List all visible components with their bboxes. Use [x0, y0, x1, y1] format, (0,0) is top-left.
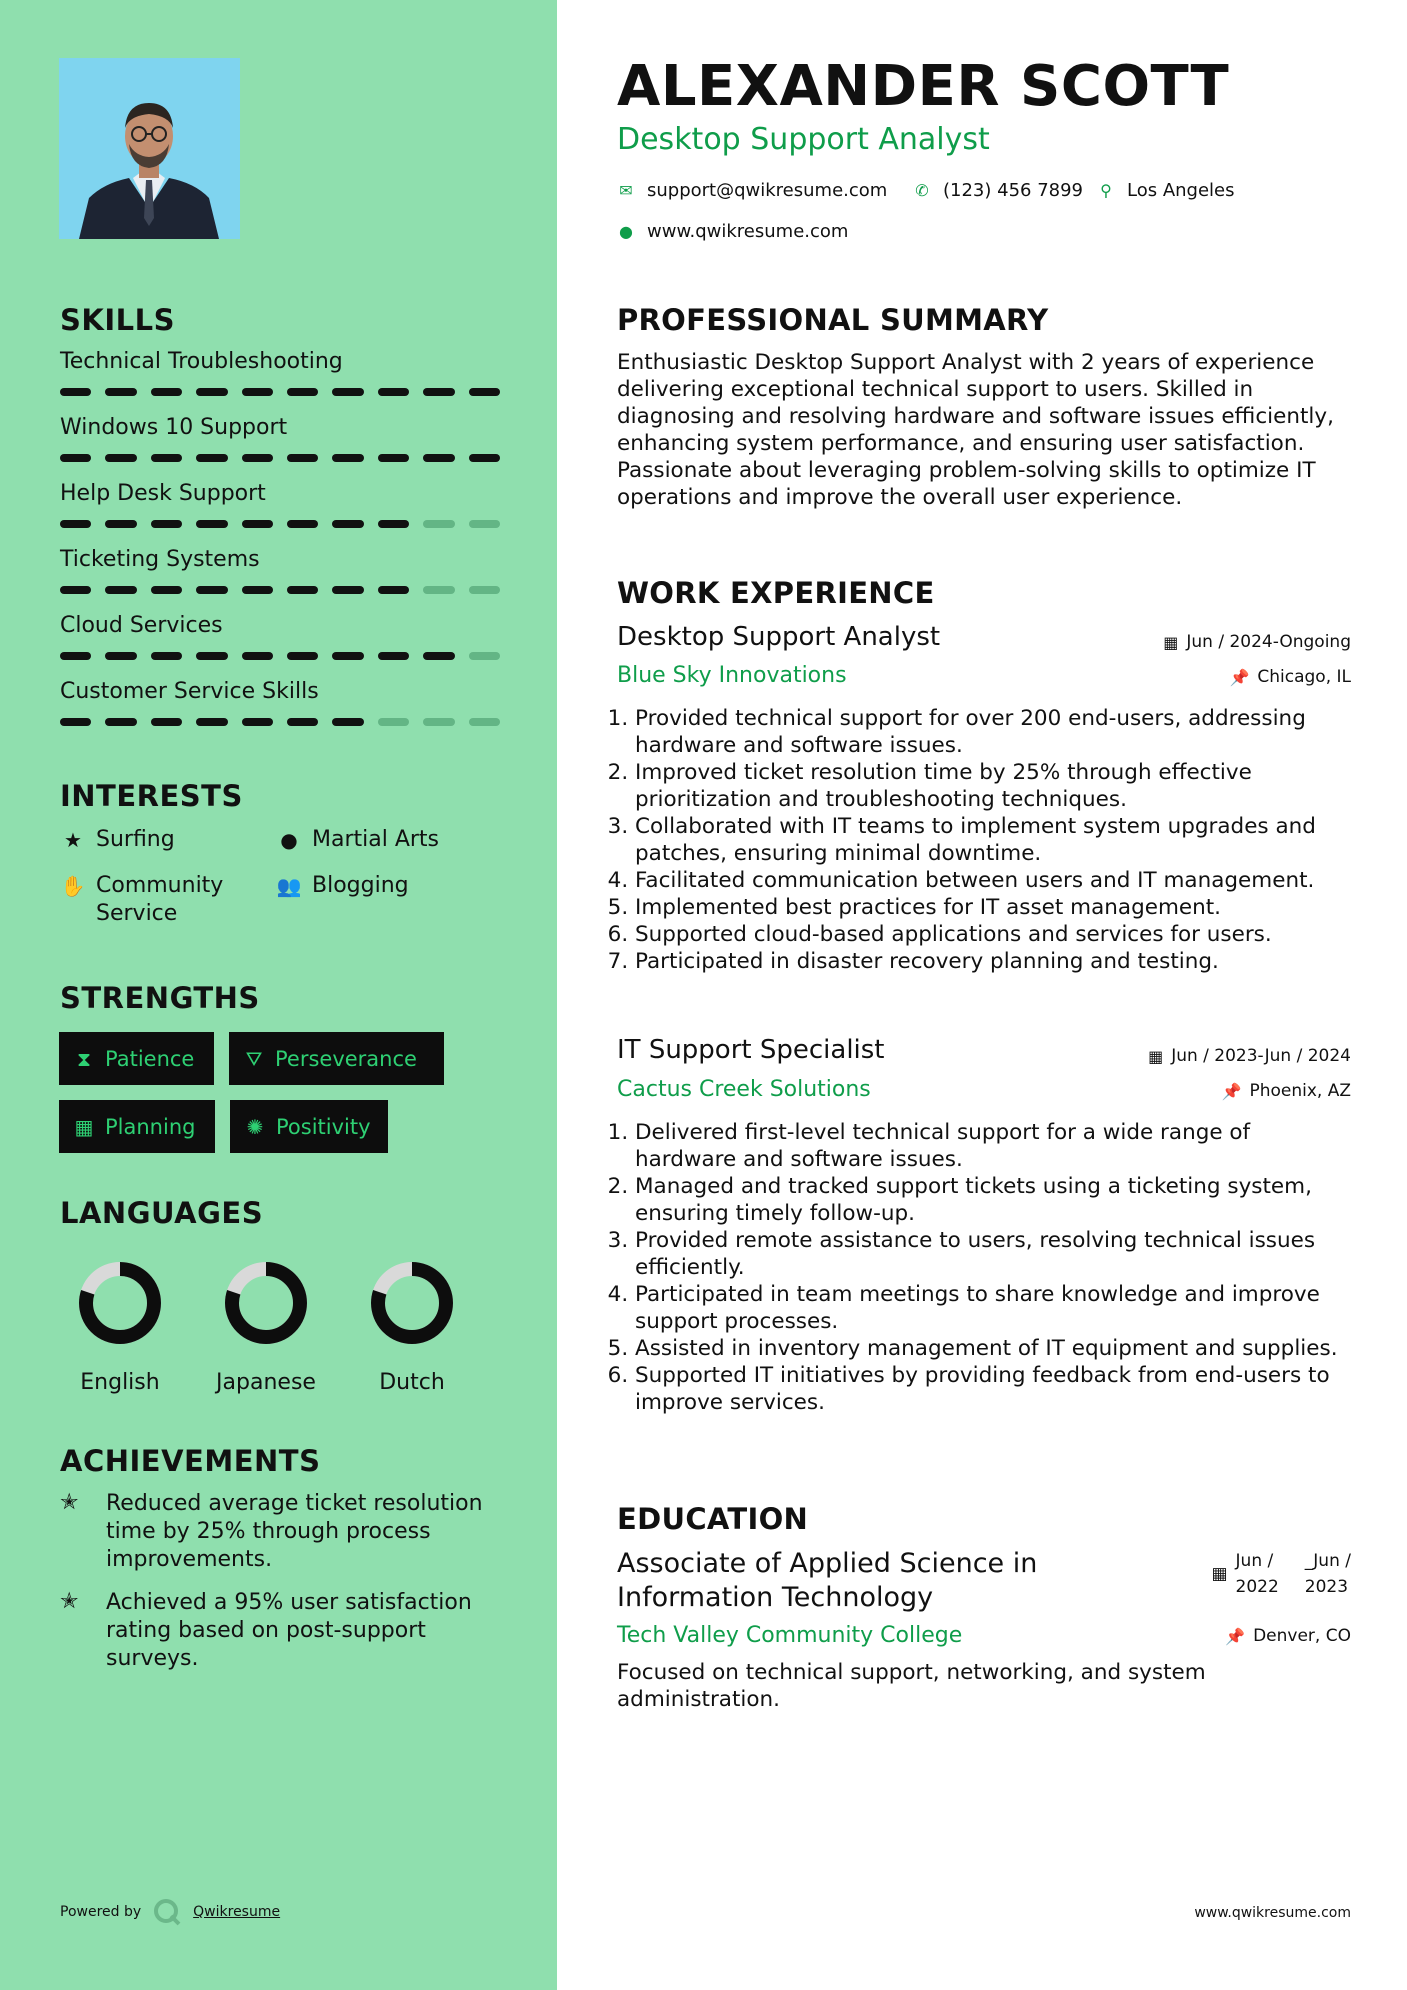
skill-segment: [287, 520, 318, 528]
globe-icon: ●: [280, 828, 298, 852]
education-heading: EDUCATION: [617, 1502, 809, 1536]
experience-heading: WORK EXPERIENCE: [617, 576, 935, 610]
education-end: [1305, 1548, 1351, 1600]
skill-segment: [423, 586, 454, 594]
skill-level-bar: [60, 718, 500, 726]
envelope-icon: ✉: [619, 181, 633, 200]
skill-segment: [151, 454, 182, 462]
skill-item: [60, 481, 500, 528]
job-duties: [617, 705, 1351, 975]
skill-segment: [332, 586, 363, 594]
sun-icon: ✺: [246, 1114, 264, 1139]
education-location-text: Denver, CO: [1253, 1626, 1351, 1646]
skill-segment: [60, 652, 91, 660]
education-end-year: 2023: [1304, 1577, 1349, 1597]
job-dates: [1148, 1046, 1351, 1066]
education-start: [1236, 1548, 1279, 1600]
skill-segment: [196, 520, 227, 528]
skill-name: Windows 10 Support: [60, 415, 288, 440]
main-content: [617, 0, 1351, 1990]
hourglass-icon: ⧗: [76, 1046, 92, 1071]
skill-name: Cloud Services: [60, 613, 223, 638]
calendar-icon: ▦: [74, 1114, 94, 1139]
skill-name: Customer Service Skills: [60, 679, 319, 704]
skill-item: [60, 349, 500, 396]
languages-heading: LANGUAGES: [60, 1196, 264, 1230]
skill-segment: [242, 652, 273, 660]
strength-label: Patience: [105, 1046, 195, 1071]
shooting-star-icon: ✭: [60, 1589, 79, 1614]
job-location: [1222, 1081, 1351, 1101]
skill-segment: [105, 652, 136, 660]
job-dates-text: Jun / 2024-Ongoing: [1186, 632, 1351, 652]
skill-segment: [287, 718, 318, 726]
skill-segment: [196, 454, 227, 462]
skill-segment: [196, 652, 227, 660]
strength-badge: [59, 1100, 215, 1153]
skill-segment: [423, 520, 454, 528]
skill-segment: [332, 718, 363, 726]
globe-icon: ●: [619, 222, 633, 241]
powered-by: [60, 1898, 280, 1926]
skill-segment: [378, 586, 409, 594]
job-location-text: Phoenix, AZ: [1249, 1081, 1351, 1101]
duty-item: 6. Supported cloud-based applications and services for users.: [635, 921, 1351, 948]
job-company: Blue Sky Innovations: [617, 663, 847, 688]
shooting-star-icon: ✭: [60, 1490, 79, 1515]
candidate-name: ALEXANDER SCOTT: [617, 54, 1230, 119]
phone-text: (123) 456 7899: [943, 180, 1084, 201]
achievements-heading: ACHIEVEMENTS: [60, 1444, 321, 1478]
skill-segment: [423, 718, 454, 726]
skill-segment: [287, 652, 318, 660]
skill-segment: [332, 652, 363, 660]
email-text[interactable]: support@qwikresume.com: [647, 180, 888, 201]
education-start-month: Jun /: [1235, 1551, 1274, 1571]
skill-segment: [469, 586, 500, 594]
skill-segment: [60, 586, 91, 594]
skills-heading: SKILLS: [60, 303, 175, 337]
skill-name: Technical Troubleshooting: [60, 349, 343, 374]
skill-segment: [423, 652, 454, 660]
skill-segment: [469, 454, 500, 462]
users-icon: 👥: [276, 874, 302, 898]
strengths-heading: STRENGTHS: [60, 981, 260, 1015]
skill-segment: [242, 388, 273, 396]
duty-item: 1. Provided technical support for over 200 end-users, addressing hardware and software issues.: [635, 705, 1351, 759]
skill-segment: [378, 454, 409, 462]
strength-badge: [59, 1032, 214, 1085]
skill-item: [60, 415, 500, 462]
skill-segment: [151, 388, 182, 396]
strength-label: Planning: [105, 1114, 196, 1139]
skill-segment: [469, 520, 500, 528]
skill-segment: [196, 718, 227, 726]
education-location: [1225, 1626, 1351, 1646]
job-duties: [617, 1119, 1351, 1416]
hand-icon: ✋: [60, 874, 86, 898]
skill-segment: [196, 586, 227, 594]
skill-segment: [196, 388, 227, 396]
job-title: IT Support Specialist: [617, 1035, 885, 1065]
skill-segment: [105, 718, 136, 726]
candidate-role: Desktop Support Analyst: [617, 122, 990, 157]
skill-segment: [423, 388, 454, 396]
job-dates-text: Jun / 2023-Jun / 2024: [1171, 1046, 1351, 1066]
achievement-item: [60, 1589, 500, 1673]
job-location-text: Chicago, IL: [1257, 667, 1351, 687]
skill-item: [60, 679, 500, 726]
pin-icon: 📌: [1229, 667, 1250, 687]
calendar-icon: ▦: [1163, 632, 1179, 652]
pin-icon: 📌: [1221, 1081, 1242, 1101]
job-dates: [1163, 632, 1351, 652]
skill-segment: [151, 718, 182, 726]
degree-title: Associate of Applied Science in Information Technology: [617, 1548, 1038, 1613]
interest-item: [276, 826, 439, 854]
language-item: [60, 1258, 180, 1395]
skill-segment: [60, 388, 91, 396]
interest-label: Blogging: [312, 873, 409, 898]
language-item: [206, 1258, 326, 1395]
strength-badge: [229, 1032, 444, 1085]
interest-label: Surfing: [96, 827, 175, 852]
achievement-item: [60, 1490, 500, 1574]
education-description: Focused on technical support, networking, and system administration.: [617, 1660, 1206, 1712]
contact-email: [617, 180, 887, 201]
skill-segment: [105, 454, 136, 462]
summary-text: Enthusiastic Desktop Support Analyst with 2 years of experience delivering exceptional technical support to users. Skilled in diagnosing and resolving hardware and software issues efficiently, enhancing system performance, and ensuring user satisfaction. Passionate about leveraging problem-solving skills to optimize IT operations and improve the overall user experience.: [617, 350, 1334, 510]
powered-by-label: Powered by: [60, 1904, 142, 1920]
map-pin-icon: ⚲: [1100, 181, 1112, 200]
skill-segment: [378, 652, 409, 660]
skill-segment: [378, 718, 409, 726]
interest-item: [276, 872, 409, 900]
achievement-text: Reduced average ticket resolution time by 25% through process improvements.: [106, 1491, 483, 1572]
contact-location: [1097, 180, 1235, 201]
skill-segment: [105, 586, 136, 594]
language-name: Dutch: [379, 1370, 445, 1395]
duty-item: 4. Participated in team meetings to share knowledge and improve support processes.: [635, 1281, 1351, 1335]
qwikresume-logo-icon: [153, 1898, 181, 1926]
skill-segment: [287, 454, 318, 462]
contact-website: [617, 221, 848, 242]
website-text[interactable]: www.qwikresume.com: [647, 221, 849, 242]
skill-segment: [105, 520, 136, 528]
skill-segment: [469, 718, 500, 726]
skill-segment: [151, 520, 182, 528]
calendar-icon: ▦: [1148, 1046, 1164, 1066]
skill-segment: [151, 586, 182, 594]
skill-segment: [60, 520, 91, 528]
skill-item: [60, 547, 500, 594]
skill-segment: [332, 520, 363, 528]
skill-segment: [332, 454, 363, 462]
language-name: Japanese: [216, 1370, 316, 1395]
skill-segment: [287, 586, 318, 594]
duty-item: 2. Managed and tracked support tickets using a ticketing system, ensuring timely follow-up.: [635, 1173, 1351, 1227]
duty-item: 4. Facilitated communication between users and IT management.: [635, 867, 1351, 894]
skill-name: Help Desk Support: [60, 481, 266, 506]
interest-item: [60, 826, 175, 854]
duty-item: 5. Assisted in inventory management of IT equipment and supplies.: [635, 1335, 1351, 1362]
achievement-text: Achieved a 95% user satisfaction rating based on post-support surveys.: [106, 1590, 472, 1671]
sidebar: [0, 0, 557, 1990]
qwikresume-link[interactable]: Qwikresume: [193, 1904, 281, 1920]
skill-level-bar: [60, 388, 500, 396]
skill-segment: [242, 454, 273, 462]
skill-segment: [151, 652, 182, 660]
skill-segment: [60, 454, 91, 462]
job-location: [1229, 667, 1351, 687]
language-item: [352, 1258, 472, 1395]
pin-icon: 📌: [1225, 1626, 1246, 1646]
education-dates: [1211, 1548, 1351, 1600]
skill-segment: [378, 520, 409, 528]
location-text: Los Angeles: [1127, 180, 1235, 201]
profile-photo: [59, 58, 240, 239]
strength-label: Perseverance: [275, 1046, 417, 1071]
language-name: English: [80, 1370, 160, 1395]
duty-item: 5. Implemented best practices for IT asset management.: [635, 894, 1351, 921]
skill-segment: [242, 520, 273, 528]
skill-segment: [242, 586, 273, 594]
interest-label: Martial Arts: [312, 827, 440, 852]
skill-segment: [287, 388, 318, 396]
star-icon: ★: [64, 828, 82, 852]
skill-segment: [469, 388, 500, 396]
road-icon: ⛛: [245, 1046, 263, 1071]
education-start-year: 2022: [1235, 1577, 1279, 1597]
duty-item: 1. Delivered first-level technical support for a wide range of hardware and software issues.: [635, 1119, 1351, 1173]
duty-item: 3. Provided remote assistance to users, resolving technical issues efficiently.: [635, 1227, 1351, 1281]
footer-url[interactable]: www.qwikresume.com: [1194, 1905, 1351, 1921]
job-title: Desktop Support Analyst: [617, 622, 941, 652]
education-end-month: _Jun /: [1304, 1551, 1351, 1571]
language-donut: [367, 1258, 457, 1348]
skill-segment: [60, 718, 91, 726]
strength-label: Positivity: [276, 1114, 371, 1139]
skill-segment: [105, 388, 136, 396]
school-name: Tech Valley Community College: [617, 1623, 963, 1648]
skill-level-bar: [60, 454, 500, 462]
skill-segment: [332, 388, 363, 396]
duty-item: 6. Supported IT initiatives by providing feedback from end-users to improve services.: [635, 1362, 1351, 1416]
summary-heading: PROFESSIONAL SUMMARY: [617, 303, 1049, 337]
skill-name: Ticketing Systems: [60, 547, 260, 572]
skill-segment: [423, 454, 454, 462]
language-donut: [75, 1258, 165, 1348]
interests-heading: INTERESTS: [60, 779, 243, 813]
duty-item: 2. Improved ticket resolution time by 25% through effective prioritization and troubleshooting techniques.: [635, 759, 1351, 813]
calendar-icon: ▦: [1211, 1564, 1228, 1584]
job-company: Cactus Creek Solutions: [617, 1077, 871, 1102]
phone-icon: ✆: [915, 181, 929, 200]
skill-level-bar: [60, 520, 500, 528]
duty-item: 3. Collaborated with IT teams to implement system upgrades and patches, ensuring minimal downtime.: [635, 813, 1351, 867]
skill-segment: [242, 718, 273, 726]
duty-item: 7. Participated in disaster recovery planning and testing.: [635, 948, 1351, 975]
skill-item: [60, 613, 500, 660]
interest-item: [60, 872, 223, 928]
skill-segment: [469, 652, 500, 660]
strength-badge: [230, 1100, 388, 1153]
interest-label: Community Service: [96, 873, 224, 926]
skill-level-bar: [60, 652, 500, 660]
language-donut: [221, 1258, 311, 1348]
contact-phone: [913, 180, 1083, 201]
skill-level-bar: [60, 586, 500, 594]
skill-segment: [378, 388, 409, 396]
